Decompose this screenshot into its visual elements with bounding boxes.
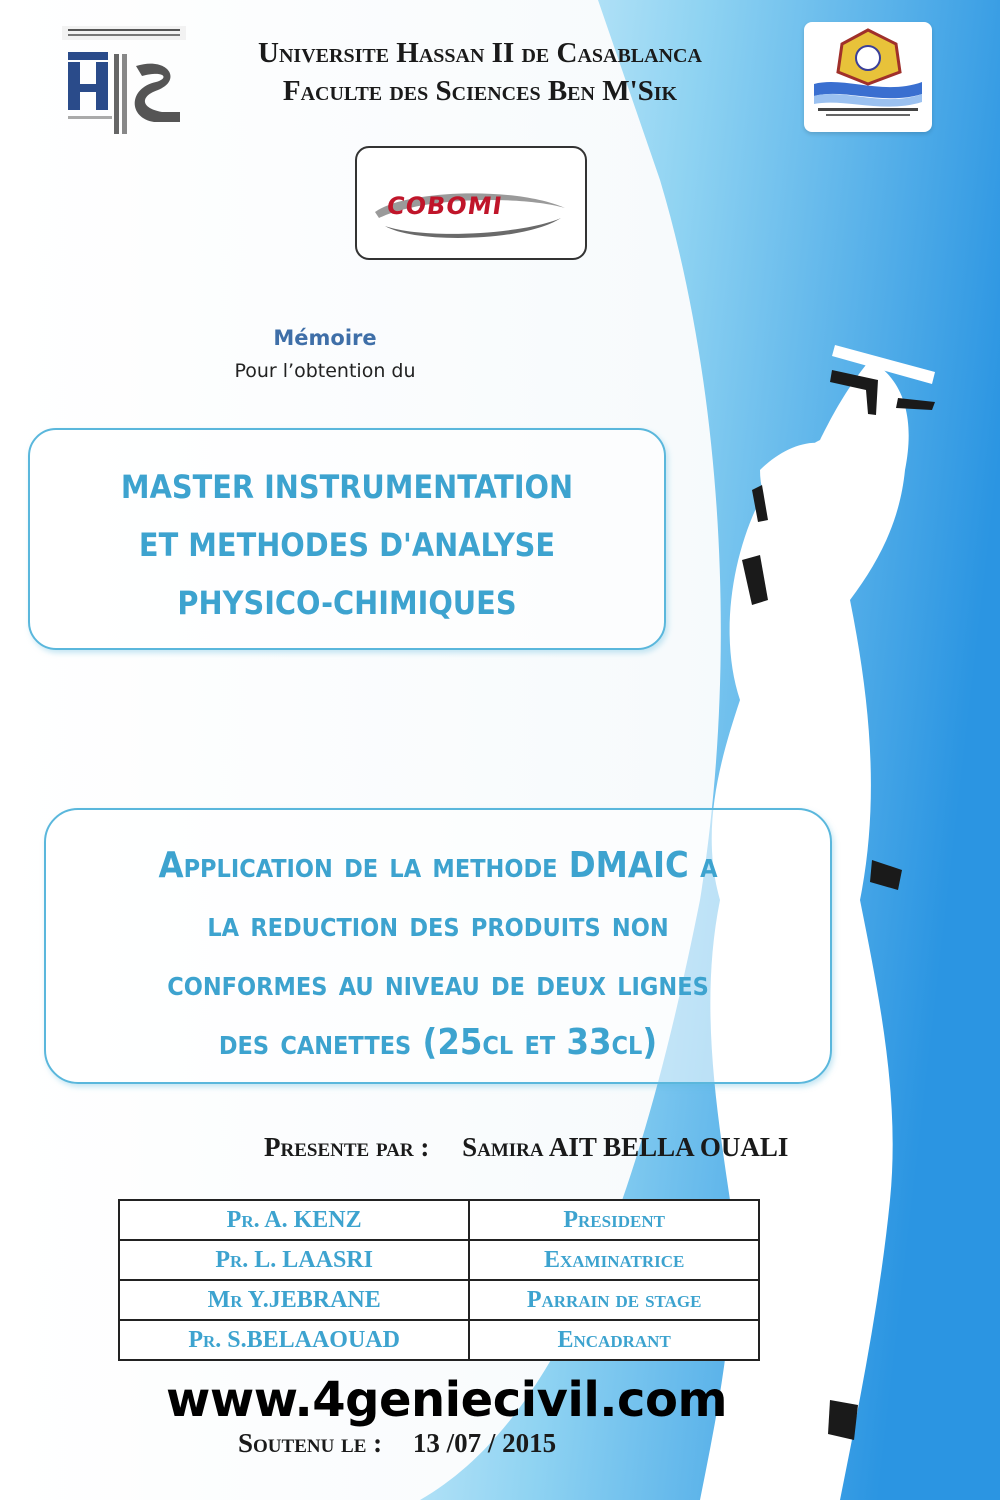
jury-member-role: Parrain de stage: [469, 1280, 759, 1320]
title-line: la reduction des produits non: [207, 904, 669, 945]
degree-line: PHYSICO-CHIMIQUES: [177, 584, 517, 622]
jury-member-name: Mr Y.JEBRANE: [119, 1280, 469, 1320]
degree-line: MASTER INSTRUMENTATION: [120, 468, 574, 506]
presenter-label: Presente par :: [264, 1132, 430, 1162]
jury-member-name: Pr. S.BELAAOUAD: [119, 1320, 469, 1360]
jury-table: [118, 1199, 760, 1361]
faculty-logo: [804, 22, 932, 132]
website-url: www.4geniecivil.com: [166, 1372, 727, 1428]
title-line: Application de la methode DMAIC a: [158, 845, 718, 886]
table-row: [119, 1320, 759, 1360]
purpose-line: Pour l’obtention du: [234, 360, 416, 382]
university-name: Universite Hassan II de Casablanca: [258, 37, 702, 69]
degree-title: [30, 458, 664, 632]
degree-line: ET METHODES D'ANALYSE: [138, 526, 556, 564]
degree-box: [28, 428, 666, 650]
thesis-title-box: [44, 808, 832, 1084]
jury-member-name: Pr. A. KENZ: [119, 1200, 469, 1240]
jury-member-role: Examinatrice: [469, 1240, 759, 1280]
title-line: des canettes (25cl et 33cl): [218, 1022, 658, 1063]
defense-date: 13 /07 / 2015: [412, 1428, 557, 1458]
thesis-title: [46, 836, 830, 1072]
defense-label: Soutenu le :: [238, 1428, 383, 1458]
table-row: [119, 1240, 759, 1280]
presenter-name: Samira AIT BELLA OUALI: [462, 1132, 789, 1162]
defense-line: [238, 1428, 556, 1459]
university-header: [200, 34, 760, 110]
table-row: [119, 1200, 759, 1240]
jury-member-name: Pr. L. LAASRI: [119, 1240, 469, 1280]
title-line: conformes au niveau de deux lignes: [167, 963, 709, 1004]
presenter-line: [264, 1132, 788, 1163]
jury-member-role: President: [469, 1200, 759, 1240]
company-logo-box: [355, 146, 587, 260]
university-logo: [58, 24, 190, 154]
document-type: Mémoire: [273, 326, 377, 350]
jury-member-role: Encadrant: [469, 1320, 759, 1360]
faculty-name: Faculte des Sciences Ben M'Sik: [282, 75, 678, 107]
company-logo-text: COBOMI: [385, 192, 505, 220]
table-row: [119, 1280, 759, 1320]
